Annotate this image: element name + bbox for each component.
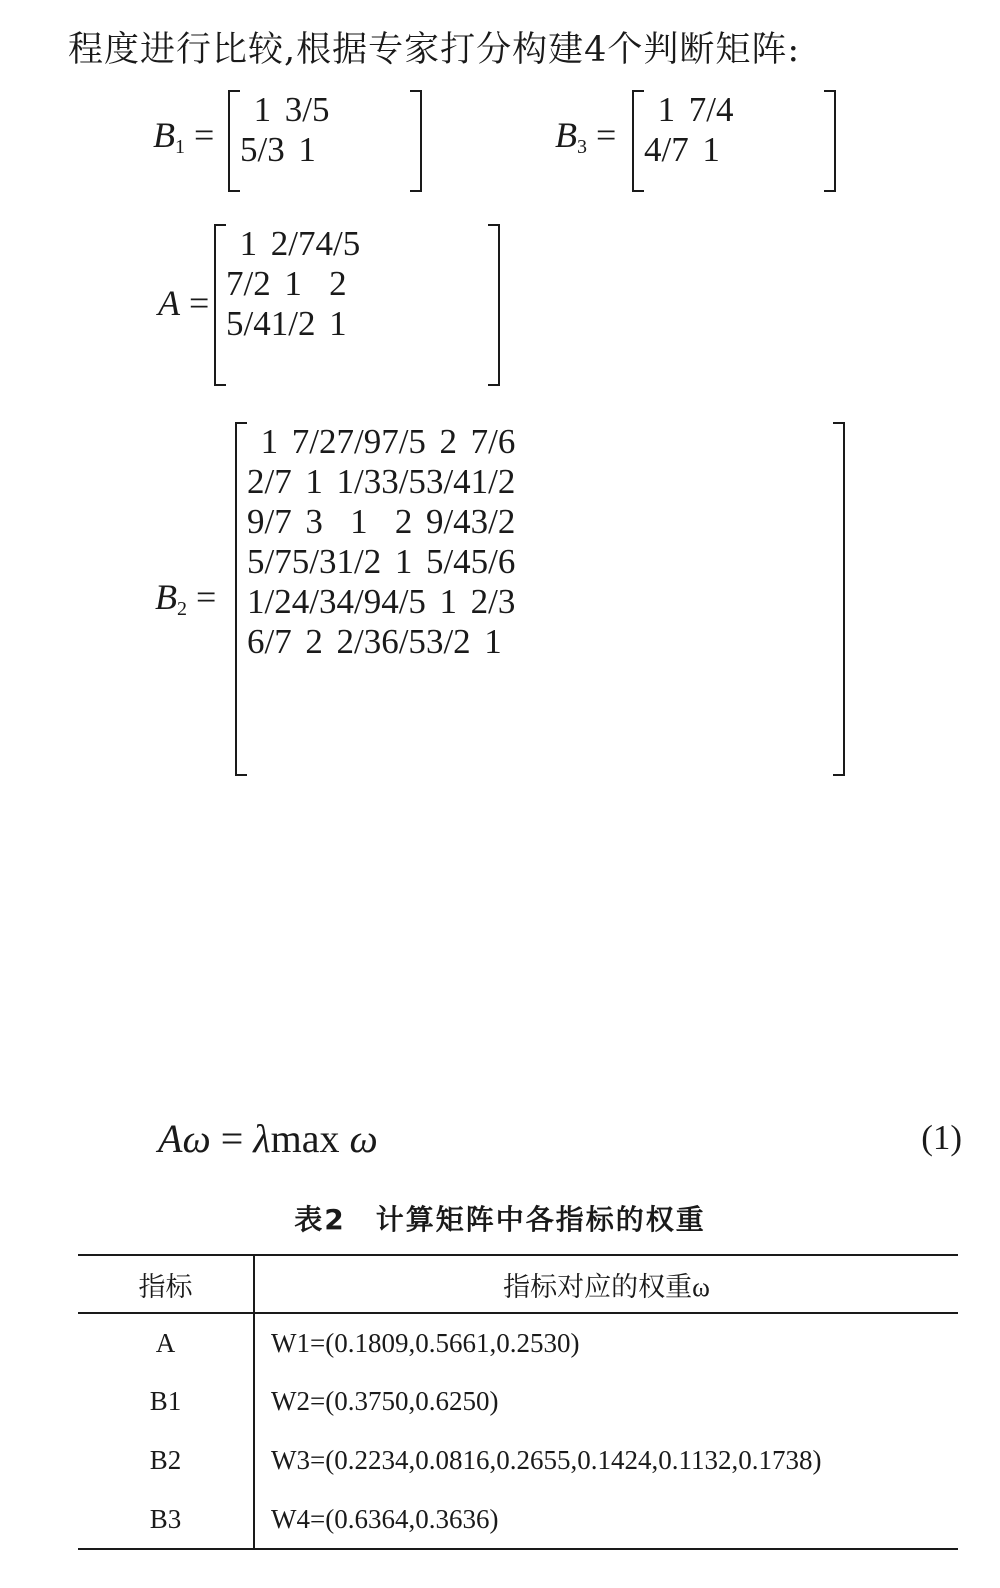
equation-lhs-omega: ω	[182, 1116, 211, 1161]
matrix-cell: 9/4	[425, 502, 471, 541]
left-bracket	[228, 90, 240, 192]
matrix-cell: 7/2	[226, 264, 271, 303]
matrix-cell: 3	[305, 502, 323, 541]
table-header-row	[78, 1255, 958, 1313]
matrix-cell: 1/2	[336, 542, 382, 581]
matrix-b1-grid	[240, 90, 329, 170]
weight-cell: W4=(0.6364,0.3636)	[254, 1490, 958, 1549]
weight-cell: W1=(0.1809,0.5661,0.2530)	[271, 1327, 580, 1358]
matrix-cell: 2	[439, 422, 458, 461]
matrix-cell: 1	[239, 224, 258, 263]
indicator-cell: A	[78, 1313, 254, 1372]
matrix-b1-symbol: B	[153, 115, 175, 155]
matrix-b2-equals: =	[196, 577, 217, 617]
matrix-a-label	[158, 282, 209, 324]
matrix-b1-subscript: 1	[175, 136, 185, 158]
matrix-b2-symbol: B	[155, 577, 177, 617]
matrix-b2	[235, 422, 845, 776]
matrix-cell: 1	[253, 90, 272, 129]
equation-rhs-omega: ω	[349, 1116, 378, 1161]
matrix-cell: 5/3	[291, 542, 337, 581]
eigen-equation	[158, 1115, 378, 1162]
right-bracket	[488, 224, 500, 386]
matrix-cell: 1	[350, 502, 368, 541]
matrix-cell: 1	[439, 582, 458, 621]
equation-lambda: λ	[253, 1116, 271, 1161]
matrix-cell: 1/2	[270, 304, 316, 343]
left-bracket	[632, 90, 644, 192]
table-row	[78, 1490, 958, 1549]
matrix-cell: 7/9	[336, 422, 382, 461]
matrix-cell: 5/6	[470, 542, 516, 581]
matrix-cell: 1/2	[470, 462, 516, 501]
matrix-b3-grid	[644, 90, 733, 170]
weight-cell: W3=(0.2234,0.0816,0.2655,0.1424,0.1132,0.1738)	[271, 1445, 822, 1475]
matrix-cell: 3/4	[425, 462, 471, 501]
weight-cell: W2=(0.3750,0.6250)	[271, 1386, 499, 1416]
matrix-cell: 9/7	[247, 502, 292, 541]
matrix-cell: 3/2	[470, 502, 516, 541]
matrix-cell: 5/7	[247, 542, 292, 581]
left-bracket	[235, 422, 247, 776]
matrix-cell: 3/5	[284, 90, 330, 129]
matrix-cell: 2	[305, 622, 323, 661]
matrix-b3-label	[555, 114, 616, 159]
column-header-weight: 指标对应的权重ω	[254, 1255, 958, 1313]
right-bracket	[824, 90, 836, 192]
right-bracket	[833, 422, 845, 776]
indicator-cell: B2	[78, 1431, 254, 1490]
matrix-cell: 3/2	[425, 622, 471, 661]
matrix-cell: 1	[329, 304, 347, 343]
weights-table	[78, 1254, 958, 1550]
matrix-cell: 2	[394, 502, 413, 541]
column-header-indicator: 指标	[78, 1255, 254, 1313]
equation-number: (1)	[921, 1118, 962, 1157]
matrix-cell: 7/2	[291, 422, 337, 461]
matrix-a-equals: =	[180, 283, 210, 323]
matrix-b3-equals: =	[596, 115, 617, 155]
equation-max: max	[270, 1116, 340, 1161]
matrix-cell: 1	[394, 542, 413, 581]
matrix-cell: 7/6	[470, 422, 516, 461]
matrix-cell: 1	[284, 264, 302, 303]
left-bracket	[214, 224, 226, 386]
matrix-cell: 2/3	[336, 622, 382, 661]
matrix-cell: 2/3	[470, 582, 516, 621]
equation-lhs-symbol: A	[158, 1116, 183, 1161]
matrix-a-grid	[226, 224, 360, 344]
matrix-a-symbol: A	[158, 283, 180, 323]
matrix-cell: 3/5	[381, 462, 426, 501]
matrix-cell: 5/4	[425, 542, 471, 581]
matrix-cell: 4/3	[291, 582, 337, 621]
table-row	[78, 1431, 958, 1490]
matrix-cell: 5/3	[240, 130, 285, 169]
intro-text: 程度进行比较,根据专家打分构建4个判断矩阵:	[68, 30, 801, 70]
table-row	[78, 1372, 958, 1431]
matrix-b1-label	[153, 114, 214, 159]
matrix-cell: 1	[305, 462, 323, 501]
matrix-cell: 2	[329, 264, 347, 303]
matrix-cell: 1	[298, 130, 316, 169]
matrix-cell: 4/5	[315, 224, 361, 263]
matrix-cell: 1	[657, 90, 676, 129]
matrix-cell: 6/7	[247, 622, 292, 661]
matrix-a	[214, 224, 500, 386]
matrix-cell: 2/7	[270, 224, 316, 263]
matrix-cell: 4/7	[644, 130, 689, 169]
matrix-cell: 7/5	[381, 422, 426, 461]
matrix-b3-subscript: 3	[577, 136, 587, 158]
matrix-cell: 1	[260, 422, 279, 461]
matrix-cell: 4/5	[381, 582, 426, 621]
matrix-b3	[632, 90, 836, 192]
matrix-b1	[228, 90, 422, 192]
indicator-cell: B1	[78, 1372, 254, 1431]
matrix-cell: 1/3	[336, 462, 382, 501]
matrix-b3-symbol: B	[555, 115, 577, 155]
matrix-cell: 1/2	[247, 582, 292, 621]
equation-equals: =	[220, 1116, 244, 1161]
matrix-cell: 2/7	[247, 462, 292, 501]
matrix-b2-grid	[247, 422, 515, 662]
matrix-cell: 6/5	[381, 622, 426, 661]
matrix-cell: 5/4	[226, 304, 271, 343]
matrix-cell: 1	[484, 622, 502, 661]
right-bracket	[410, 90, 422, 192]
matrix-b2-label	[155, 576, 216, 621]
table-caption: 表2 计算矩阵中各指标的权重	[294, 1203, 706, 1236]
matrix-b1-equals: =	[194, 115, 215, 155]
table-row	[78, 1313, 958, 1372]
matrix-cell: 4/9	[336, 582, 382, 621]
matrix-cell: 7/4	[688, 90, 734, 129]
matrix-cell: 1	[702, 130, 720, 169]
matrix-b2-subscript: 2	[177, 598, 187, 620]
indicator-cell: B3	[78, 1490, 254, 1549]
